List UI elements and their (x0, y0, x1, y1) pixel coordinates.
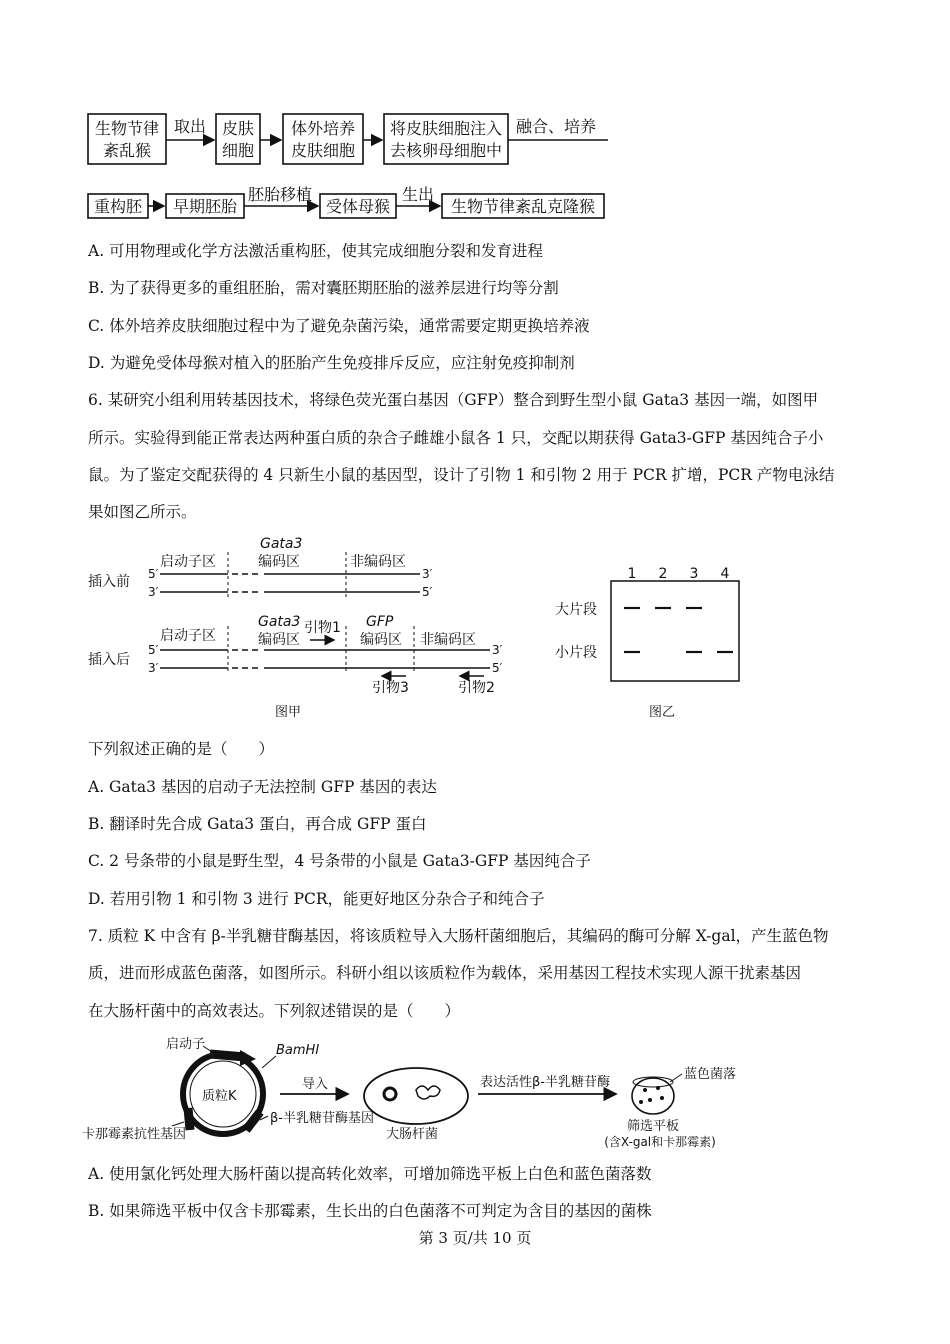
express-label: 表达活性β-半乳糖苷酶 (480, 1075, 610, 1090)
flow-skin-1: 皮肤 (221, 119, 255, 138)
flow-fusion: 融合、培养 (515, 117, 597, 136)
caption-jia: 图甲 (274, 705, 302, 720)
q7-line-2: 质，进而形成蓝色菌落，如图所示。科研小组以该质粒作为载体，采用基因工程技术实现人源干扰素基因 (88, 964, 802, 982)
kan-label: 卡那霉素抗性基因 (82, 1127, 187, 1142)
caption-yi: 图乙 (648, 705, 676, 720)
q6-option-d: D. 若用引物 1 和引物 3 进行 PCR，能更好地区分杂合子和纯合子 (88, 890, 545, 908)
gfp-coding-label: 编码区 (360, 632, 402, 648)
noncoding-label-after: 非编码区 (420, 632, 476, 648)
screening-plate (632, 1078, 674, 1114)
prime-label: 3′ (492, 643, 503, 657)
small-fragment-label: 小片段 (555, 645, 597, 661)
lane-1: 1 (627, 566, 637, 582)
prime-label: 5′ (492, 661, 503, 675)
prime-label: 3′ (148, 661, 159, 675)
promoter-label-after: 启动子区 (160, 628, 216, 644)
gata3-label-after: Gata3 (258, 614, 301, 630)
q6-stem: 下列叙述正确的是（ ） (88, 740, 275, 758)
q6-option-b: B. 翻译时先合成 Gata3 蛋白，再合成 GFP 蛋白 (88, 815, 427, 833)
prime-label: 5′ (148, 567, 159, 581)
flow-inject-1: 将皮肤细胞注入 (389, 119, 503, 138)
plasmid-label: 质粒K (202, 1089, 237, 1104)
figure-yi-gel (550, 562, 750, 722)
prime-label: 3′ (422, 567, 433, 581)
flow-reconstructed: 重构胚 (93, 197, 143, 216)
flow-monkey-1: 生物节律 (94, 119, 160, 138)
primer2-label: 引物2 (458, 680, 495, 696)
q5-option-c: C. 体外培养皮肤细胞过程中为了避免杂菌污染，通常需要定期更换培养液 (88, 317, 590, 335)
label-before: 插入前 (88, 574, 130, 590)
coding-label-after: 编码区 (258, 632, 300, 648)
flow-clone: 生物节律紊乱克隆猴 (450, 197, 596, 216)
q7-line-3: 在大肠杆菌中的高效表达。下列叙述错误的是（ ） (88, 1002, 461, 1020)
q6-line-4: 果如图乙所示。 (88, 503, 197, 521)
promoter-label-before: 启动子区 (160, 554, 216, 570)
plate-label: 筛选平板 (626, 1119, 680, 1134)
flow-skin-2: 细胞 (221, 141, 255, 160)
q6-option-c: C. 2 号条带的小鼠是野生型，4 号条带的小鼠是 Gata3-GFP 基因纯合子 (88, 852, 591, 870)
flow-recipient: 受体母猴 (325, 197, 391, 216)
bamhi-label: BamHⅠ (276, 1043, 320, 1058)
lane-2: 2 (658, 566, 668, 582)
coding-label-before: 编码区 (258, 554, 300, 570)
large-fragment-label: 大片段 (555, 602, 597, 618)
figure-jia-gene-map (88, 530, 518, 725)
q6-line-1: 6. 某研究小组利用转基因技术，将绿色荧光蛋白基因（GFP）整合到野生型小鼠 Gata3 基因一端，如图甲 (88, 391, 819, 409)
import-label: 导入 (302, 1077, 329, 1092)
label-after: 插入后 (88, 652, 130, 668)
q6-option-a: A. Gata3 基因的启动子无法控制 GFP 基因的表达 (88, 778, 437, 796)
flow-monkey-2: 紊乱猴 (102, 141, 152, 160)
prime-label: 3′ (148, 585, 159, 599)
q6-line-3: 鼠。为了鉴定交配获得的 4 只新生小鼠的基因型，设计了引物 1 和引物 2 用于 PCR 扩增，PCR 产物电泳结 (88, 466, 835, 484)
q7-option-a: A. 使用氯化钙处理大肠杆菌以提高转化效率，可增加筛选平板上白色和蓝色菌落数 (88, 1165, 652, 1183)
flow-early-embryo: 早期胚胎 (172, 197, 238, 216)
figure-plasmid-transform (80, 1030, 760, 1150)
q5-option-b: B. 为了获得更多的重组胚胎，需对囊胚期胚胎的滋养层进行均等分割 (88, 279, 559, 297)
flow-culture-2: 皮肤细胞 (290, 141, 356, 160)
flow-takeout: 取出 (173, 117, 207, 136)
promoter-label: 启动子 (166, 1037, 206, 1052)
blue-colony-label: 蓝色菌落 (684, 1067, 737, 1082)
beta-gene-label: β-半乳糖苷酶基因 (270, 1111, 374, 1126)
flow-transfer: 胚胎移植 (247, 185, 313, 204)
lane-4: 4 (720, 566, 730, 582)
q7-line-1: 7. 质粒 K 中含有 β-半乳糖苷酶基因，将该质粒导入大肠杆菌细胞后，其编码的酶可分解 X-gal，产生蓝色物 (88, 927, 829, 945)
q7-option-b: B. 如果筛选平板中仅含卡那霉素，生长出的白色菌落不可判定为含目的基因的菌株 (88, 1202, 652, 1220)
ecoli-label: 大肠杆菌 (386, 1127, 439, 1142)
q5-option-d: D. 为避免受体母猴对植入的胚胎产生免疫排斥反应，应注射免疫抑制剂 (88, 354, 575, 372)
prime-label: 5′ (148, 643, 159, 657)
primer3-label: 引物3 (372, 680, 409, 696)
gfp-label: GFP (366, 614, 394, 630)
flow-born: 生出 (401, 185, 435, 204)
q6-line-2: 所示。实验得到能正常表达两种蛋白质的杂合子雌雄小鼠各 1 只，交配以期获得 Gata3-GFP 基因纯合子小 (88, 429, 824, 447)
flow-inject-2: 去核卵母细胞中 (389, 141, 503, 160)
flow-culture-1: 体外培养 (290, 119, 356, 138)
ecoli-cell (364, 1068, 468, 1124)
primer1-label: 引物1 (304, 620, 341, 636)
prime-label: 5′ (422, 585, 433, 599)
page-footer: 第 3 页/共 10 页 (418, 1229, 532, 1247)
q5-option-a: A. 可用物理或化学方法激活重构胚，使其完成细胞分裂和发育进程 (88, 242, 544, 260)
lane-3: 3 (689, 566, 699, 582)
gata3-label-before: Gata3 (260, 536, 303, 552)
cloning-flow-diagram (80, 108, 620, 226)
plate-contents-label: (含X-gal和卡那霉素) (604, 1135, 716, 1149)
noncoding-label-before: 非编码区 (350, 554, 406, 570)
